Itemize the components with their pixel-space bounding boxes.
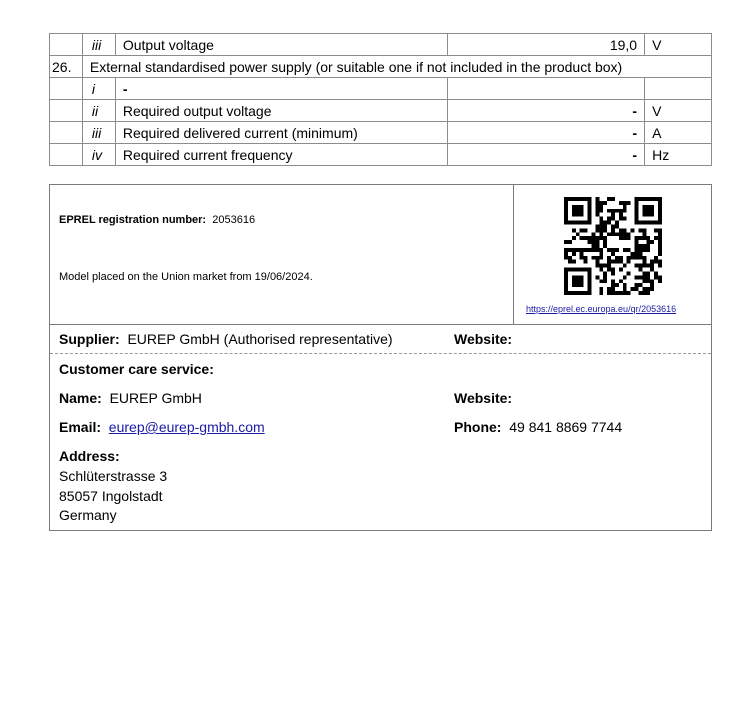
row-unit: V (645, 34, 712, 56)
row-number (50, 78, 83, 100)
eprel-label: EPREL registration number: (59, 214, 207, 226)
customer-care-heading (59, 361, 214, 377)
address-heading (59, 448, 120, 464)
name-label: Name: (59, 390, 102, 406)
care-name (59, 390, 202, 406)
row-unit: V (645, 100, 712, 122)
row-value: - (447, 122, 645, 144)
row-description: Required current frequency (115, 144, 447, 166)
row-unit: Hz (645, 144, 712, 166)
supplier-label: Supplier: (59, 331, 120, 347)
row-roman: iii (82, 122, 115, 144)
row-number: 26. (50, 56, 83, 78)
address-line: 85057 Ingolstadt (59, 488, 163, 504)
supplier-row (50, 324, 711, 354)
row-number (50, 100, 83, 122)
supplier-website (454, 331, 512, 347)
spec-table (49, 33, 712, 166)
section-title: External standardised power supply (or suitable one if not included in the product box) (82, 56, 711, 78)
supplier-info (59, 331, 393, 347)
row-number (50, 34, 83, 56)
row-roman: iv (82, 144, 115, 166)
care-website (454, 390, 512, 406)
customer-care-heading-text: Customer care service: (59, 361, 214, 377)
row-value: 19,0 (447, 34, 645, 56)
eprel-number: 2053616 (212, 214, 256, 226)
email-link[interactable]: eurep@eurep-gmbh.com (108, 419, 265, 435)
row-value: - (447, 100, 645, 122)
email-label: Email: (59, 419, 102, 435)
qr-code-icon[interactable] (564, 197, 662, 295)
row-roman: i (82, 78, 115, 100)
table-row (50, 122, 712, 144)
phone-value: 49 841 8869 7744 (509, 419, 623, 435)
table-row (50, 144, 712, 166)
row-roman: ii (82, 100, 115, 122)
address-label: Address: (59, 448, 120, 464)
product-info-box (49, 184, 712, 531)
table-row (50, 34, 712, 56)
row-description: Required delivered current (minimum) (115, 122, 447, 144)
eprel-registration (59, 214, 255, 226)
care-email (59, 419, 265, 435)
eprel-section (50, 185, 514, 324)
supplier-value: EUREP GmbH (Authorised representative) (127, 331, 393, 347)
address-line: Germany (59, 507, 117, 523)
row-number (50, 122, 83, 144)
table-row (50, 78, 712, 100)
table-row (50, 100, 712, 122)
table-row (50, 56, 712, 78)
care-phone (454, 419, 622, 435)
row-unit (645, 78, 712, 100)
qr-section (514, 185, 711, 324)
address-line: Schlüterstrasse 3 (59, 468, 168, 484)
row-value (447, 78, 645, 100)
phone-label: Phone: (454, 419, 502, 435)
row-description: - (115, 78, 447, 100)
row-value: - (447, 144, 645, 166)
row-description: Required output voltage (115, 100, 447, 122)
row-number (50, 144, 83, 166)
care-website-label: Website: (454, 390, 513, 406)
row-unit: A (645, 122, 712, 144)
qr-link[interactable]: https://eprel.ec.europa.eu/qr/2053616 (526, 304, 677, 314)
row-roman: iii (82, 34, 115, 56)
row-description: Output voltage (115, 34, 447, 56)
supplier-website-label: Website: (454, 331, 513, 347)
name-value: EUREP GmbH (109, 390, 202, 406)
model-market-date: Model placed on the Union market from 19/06/2024. (59, 271, 313, 283)
